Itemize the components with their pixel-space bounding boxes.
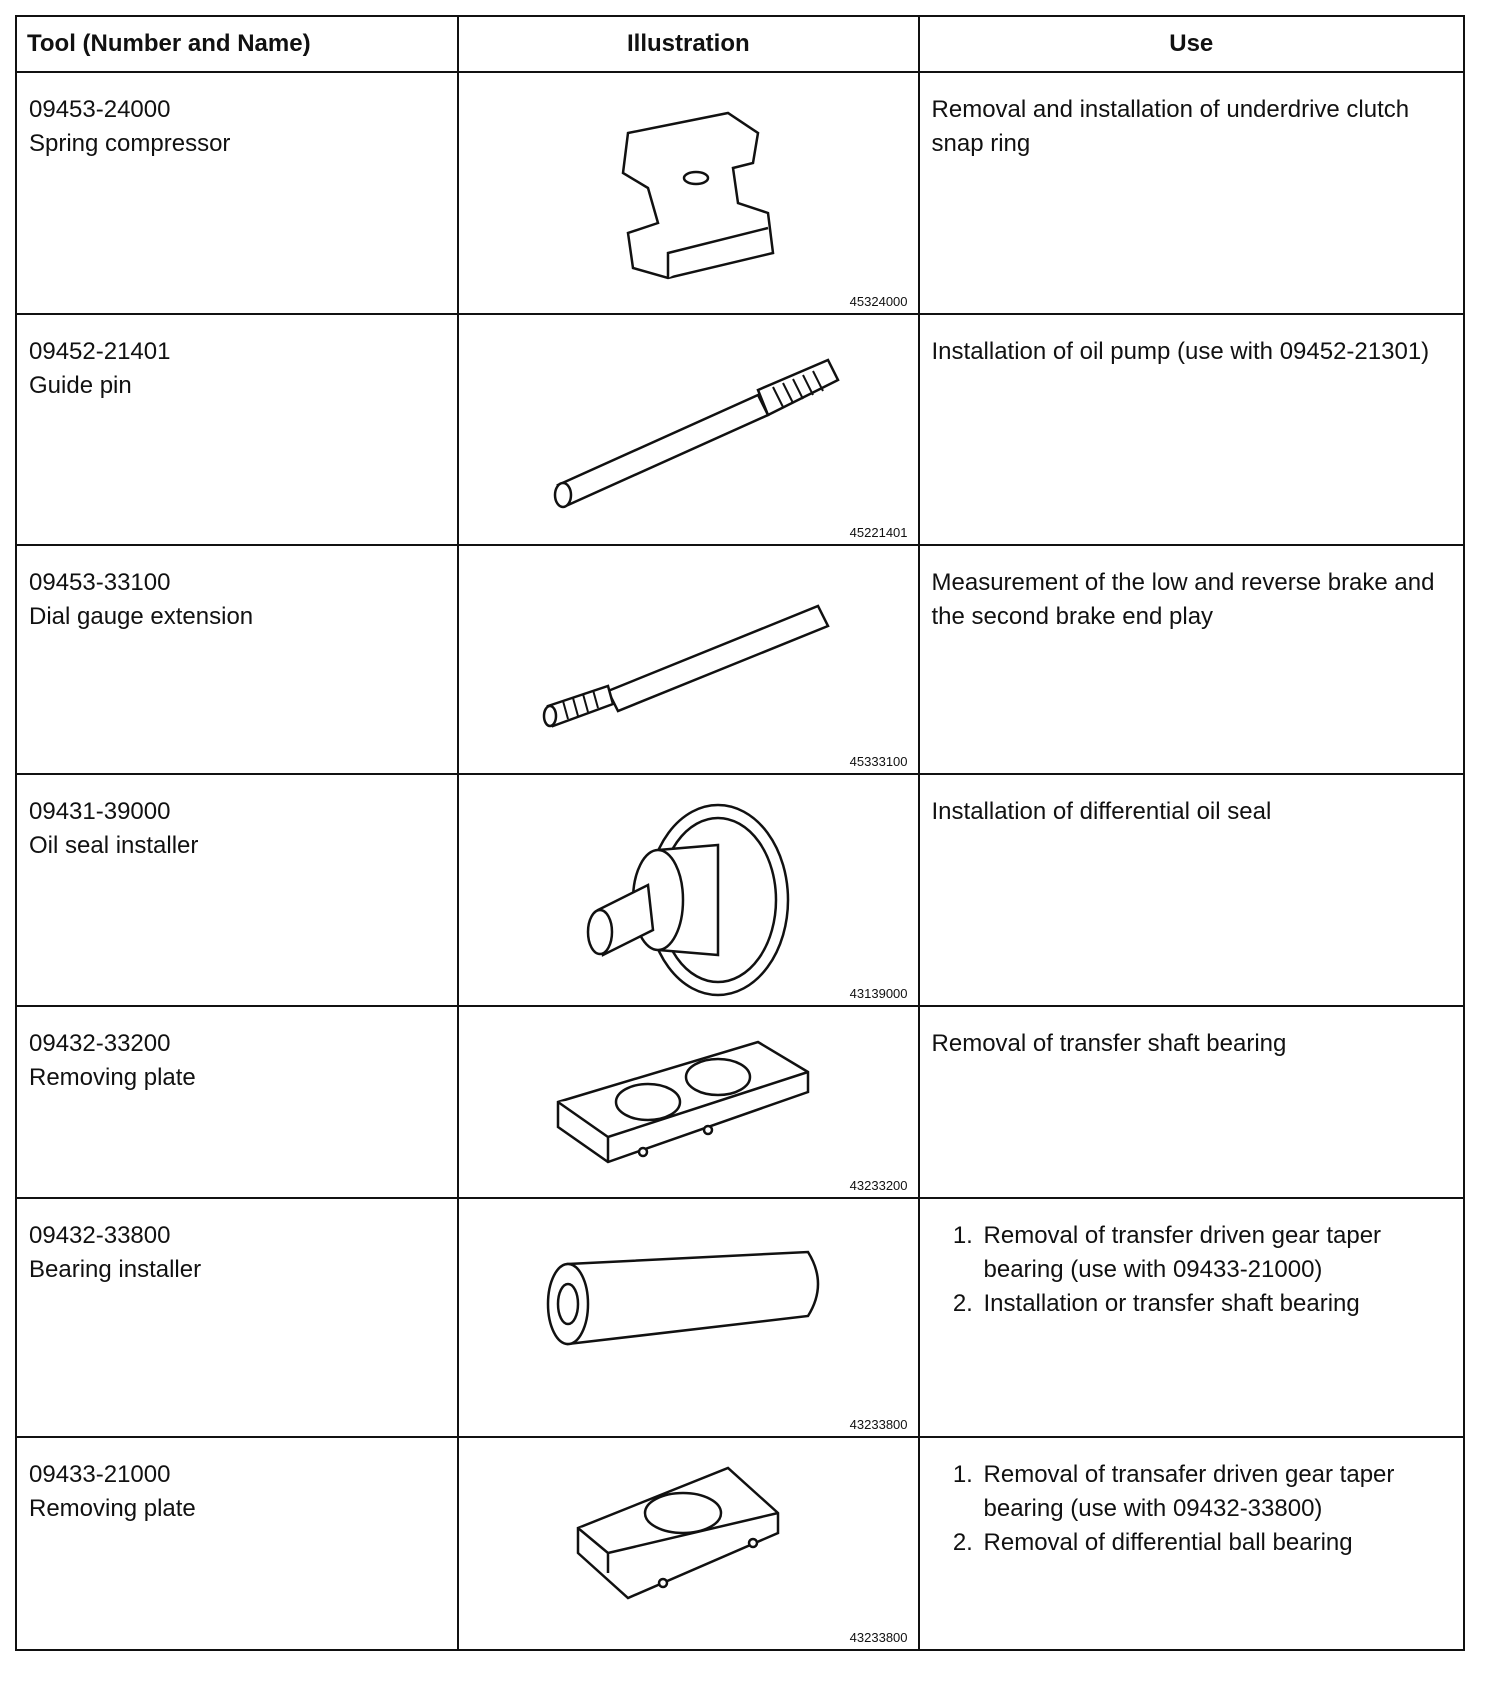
tool-number: 09453-33100	[29, 569, 171, 596]
removing-plate-illustration	[568, 1458, 808, 1608]
illustration-cell	[458, 545, 918, 774]
tool-number: 09431-39000	[29, 798, 171, 825]
tool-number: 09453-24000	[29, 96, 171, 123]
use-list-item: 2. Removal of differential ball bearing	[980, 1526, 1457, 1560]
table-row	[16, 774, 1464, 1006]
illustration-cell	[458, 1198, 918, 1437]
header-tool: Tool (Number and Name)	[16, 16, 458, 72]
tool-name: Dial gauge extension	[29, 603, 254, 630]
table-row	[16, 314, 1464, 545]
use-list-item: 1. Removal of transafer driven gear taper bearing (use with 09432-33800)	[980, 1458, 1457, 1526]
figure-number: 45221401	[849, 525, 908, 540]
illustration-cell	[458, 1006, 918, 1198]
tool-name: Guide pin	[29, 372, 132, 399]
tool-name: Oil seal installer	[29, 832, 199, 859]
table-row	[16, 1437, 1464, 1650]
use-cell	[919, 1198, 1464, 1437]
tool-name: Spring compressor	[29, 130, 231, 157]
table-row	[16, 72, 1464, 314]
use-cell: Removal and installation of underdrive clutch snap ring	[919, 72, 1464, 314]
figure-number: 43139000	[849, 986, 908, 1001]
illustration-cell	[458, 314, 918, 545]
tool-name: Removing plate	[29, 1495, 196, 1522]
use-list	[932, 1219, 1457, 1321]
oil-seal-installer-illustration	[568, 790, 808, 1000]
tool-number: 09452-21401	[29, 338, 171, 365]
tool-cell	[16, 72, 458, 314]
use-cell: Installation of differential oil seal	[919, 774, 1464, 1006]
tool-cell	[16, 545, 458, 774]
guide-pin-illustration	[528, 345, 848, 525]
tool-cell	[16, 1198, 458, 1437]
table-row	[16, 1198, 1464, 1437]
table-row	[16, 545, 1464, 774]
tool-cell	[16, 1437, 458, 1650]
special-tools-table	[15, 15, 1465, 1651]
tool-number: 09432-33200	[29, 1030, 171, 1057]
illustration-cell	[458, 774, 918, 1006]
header-row	[16, 16, 1464, 72]
tool-name: Bearing installer	[29, 1256, 202, 1283]
figure-number: 43233800	[849, 1417, 908, 1432]
figure-number: 45333100	[849, 754, 908, 769]
use-cell	[919, 1437, 1464, 1650]
figure-number: 43233200	[849, 1178, 908, 1193]
tool-name: Removing plate	[29, 1064, 196, 1091]
figure-number: 45324000	[849, 294, 908, 309]
tool-number: 09432-33800	[29, 1222, 171, 1249]
use-list-item: 2. Installation or transfer shaft bearing	[980, 1287, 1457, 1321]
spring-compressor-illustration	[588, 93, 788, 303]
use-list-item: 1. Removal of transfer driven gear taper bearing (use with 09433-21000)	[980, 1219, 1457, 1287]
header-illustration: Illustration	[458, 16, 918, 72]
dial-gauge-extension-illustration	[528, 586, 848, 746]
tool-cell	[16, 314, 458, 545]
use-cell: Installation of oil pump (use with 09452-21301)	[919, 314, 1464, 545]
use-cell: Measurement of the low and reverse brake and the second brake end play	[919, 545, 1464, 774]
tool-cell	[16, 1006, 458, 1198]
tool-cell	[16, 774, 458, 1006]
illustration-cell	[458, 72, 918, 314]
illustration-cell	[458, 1437, 918, 1650]
tool-number: 09433-21000	[29, 1461, 171, 1488]
use-list	[932, 1458, 1457, 1560]
bearing-installer-illustration	[538, 1244, 838, 1364]
removing-plate-illustration	[548, 1032, 828, 1172]
use-cell: Removal of transfer shaft bearing	[919, 1006, 1464, 1198]
table-row	[16, 1006, 1464, 1198]
figure-number: 43233800	[849, 1630, 908, 1645]
header-use: Use	[919, 16, 1464, 72]
